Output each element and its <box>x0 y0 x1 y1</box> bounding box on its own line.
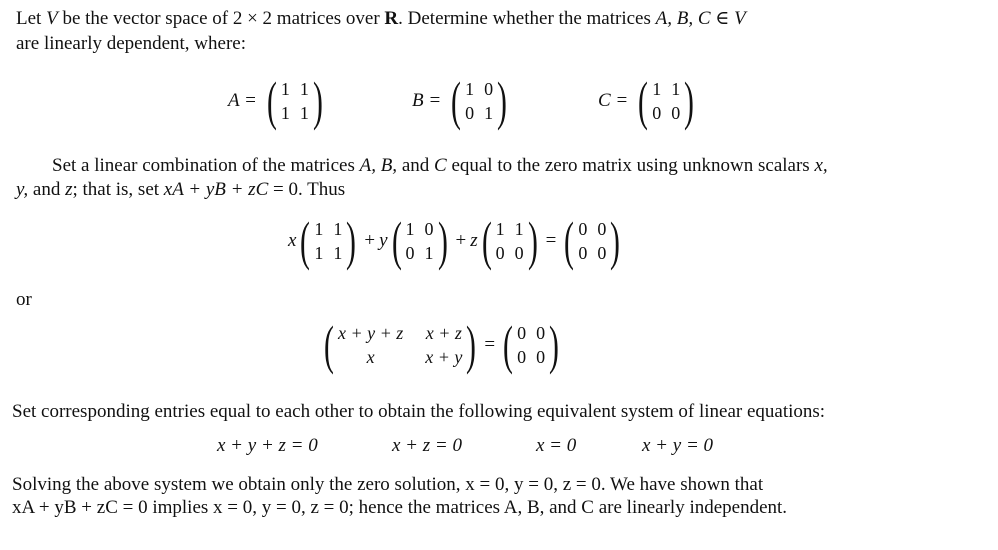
matrix-entry: 0 <box>597 243 607 263</box>
matrix-entry: 0 <box>578 219 588 239</box>
matrix-entry: 1 <box>465 79 475 99</box>
matrix-b <box>412 71 511 131</box>
right-paren: ) <box>437 211 448 271</box>
equation-4: x + y = 0 <box>642 435 714 456</box>
matrix-entry: x + y <box>425 347 463 367</box>
matrix-entry: 1 <box>314 219 324 239</box>
matrix-entry: 0 <box>652 103 662 123</box>
left-paren: ( <box>391 211 402 271</box>
linear-combination-equation <box>288 211 624 271</box>
matrix-entry: 1 <box>299 103 309 123</box>
intro-line-2: are linearly dependent, where: <box>16 33 246 54</box>
step1-line-2: y, and z; that is, set xA + yB + zC = 0. Thus <box>16 179 346 200</box>
or-label: or <box>16 289 32 310</box>
scalar-x: x <box>288 230 297 251</box>
matrix-entry: 0 <box>495 243 505 263</box>
matrix-entry: 0 <box>536 347 546 367</box>
left-paren: ( <box>481 211 492 271</box>
matrix-c <box>598 71 698 131</box>
equals-sign: = <box>545 230 557 251</box>
right-paren: ) <box>527 211 538 271</box>
step1-line-1: Set a linear combination of the matrices A, B, and C equal to the zero matrix using unknown scalars x, <box>52 155 828 176</box>
left-paren: ( <box>266 71 277 131</box>
matrix-entry: 1 <box>405 219 415 239</box>
right-paren: ) <box>312 71 323 131</box>
matrix-entry: 0 <box>405 243 415 263</box>
matrix-entry: 0 <box>517 347 527 367</box>
right-paren: ) <box>549 315 560 375</box>
matrix-entry: 1 <box>314 243 324 263</box>
matrix-entry: 1 <box>280 79 290 99</box>
matrix-c-label: C = <box>598 90 629 111</box>
right-paren: ) <box>610 211 621 271</box>
matrix-entry: 1 <box>280 103 290 123</box>
matrix-entry: 0 <box>578 243 588 263</box>
matrix-entry: 1 <box>671 79 681 99</box>
step2-text: Set corresponding entries equal to each other to obtain the following equivalent system of linear equations: <box>12 401 826 422</box>
matrix-entry: x + z <box>425 323 462 343</box>
scalar-y: y <box>379 230 388 251</box>
matrix-entry: x + y + z <box>337 323 404 343</box>
matrix-entry: 1 <box>484 103 494 123</box>
intro-line-1: Let V be the vector space of 2 × 2 matrices over R. Determine whether the matrices A, B, C ∈ V <box>16 8 746 29</box>
matrix-entry: 1 <box>495 219 505 239</box>
equals-sign: = <box>484 334 496 355</box>
equation-2: x + z = 0 <box>392 435 462 456</box>
matrix-entry: 1 <box>652 79 662 99</box>
plus-sign: + <box>455 230 467 251</box>
matrix-a <box>228 71 327 131</box>
right-paren: ) <box>346 211 357 271</box>
matrix-entry: 0 <box>517 323 527 343</box>
matrix-entry: 1 <box>333 243 343 263</box>
left-paren: ( <box>638 71 649 131</box>
matrix-entry: 1 <box>333 219 343 239</box>
right-paren: ) <box>497 71 508 131</box>
matrix-entry: 1 <box>514 219 524 239</box>
matrix-entry: 0 <box>424 219 434 239</box>
equation-1: x + y + z = 0 <box>217 435 318 456</box>
matrix-a-label: A = <box>228 90 257 111</box>
left-paren: ( <box>451 71 462 131</box>
matrix-entry: 1 <box>424 243 434 263</box>
matrix-entry: 0 <box>671 103 681 123</box>
combined-matrix-equation <box>320 315 563 375</box>
matrix-entry: 0 <box>514 243 524 263</box>
plus-sign: + <box>364 230 376 251</box>
scalar-z: z <box>470 230 478 251</box>
matrix-entry: x <box>366 347 375 367</box>
matrix-entry: 0 <box>597 219 607 239</box>
right-paren: ) <box>684 71 695 131</box>
matrix-entry: 0 <box>484 79 494 99</box>
matrix-entry: 0 <box>465 103 475 123</box>
matrix-entry: 1 <box>299 79 309 99</box>
left-paren: ( <box>300 211 311 271</box>
equation-3: x = 0 <box>536 435 577 456</box>
left-paren: ( <box>324 315 334 375</box>
left-paren: ( <box>503 315 514 375</box>
conclusion-line-1: Solving the above system we obtain only the zero solution, x = 0, y = 0, z = 0. We have shown that <box>12 474 764 495</box>
matrix-entry: 0 <box>536 323 546 343</box>
matrix-b-label: B = <box>412 90 442 111</box>
conclusion-line-2: xA + yB + zC = 0 implies x = 0, y = 0, z = 0; hence the matrices A, B, and C are linearly independent. <box>12 497 788 518</box>
right-paren: ) <box>466 315 477 375</box>
left-paren: ( <box>564 211 575 271</box>
